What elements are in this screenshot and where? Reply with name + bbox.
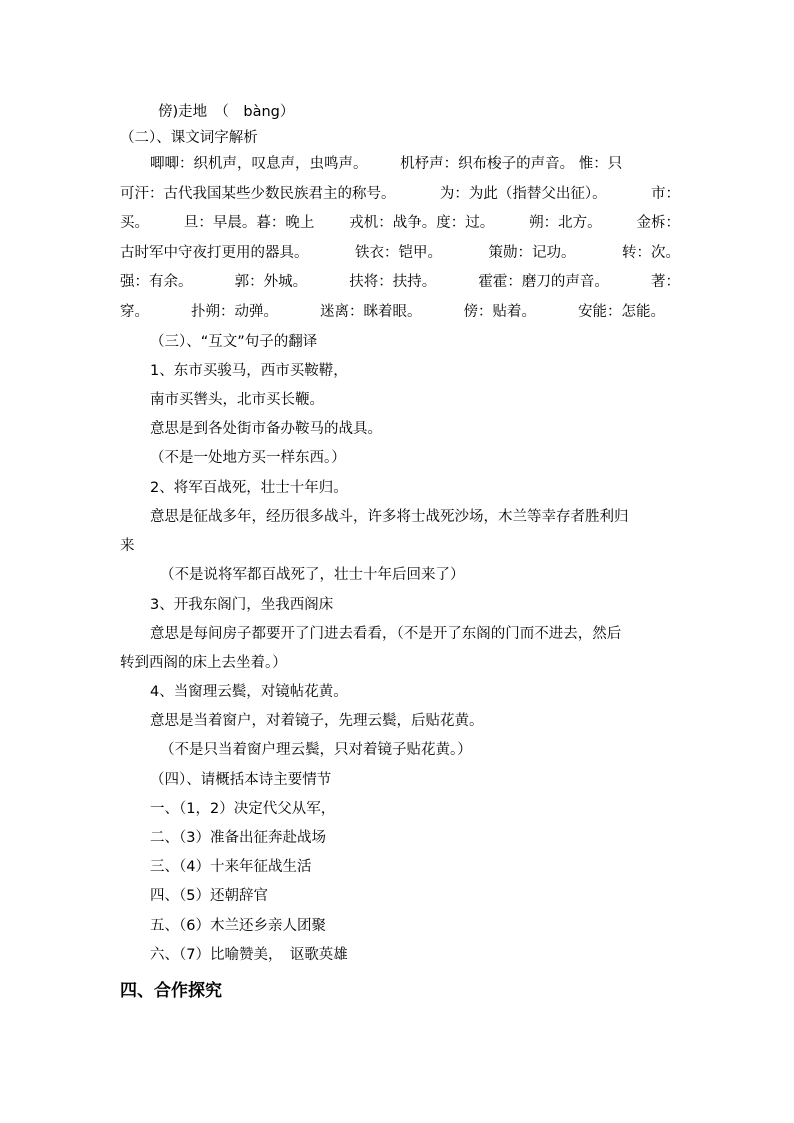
huwen-1-note: （不是一处地方买一样东西。） [150, 450, 346, 466]
gloss-line-2: 可汗：古代我国某些少数民族君主的称号。 为：为此（指替父出征）。 市： [120, 186, 680, 202]
pronunciation-note: 傍)走地 （ bàng） [158, 104, 295, 120]
huwen-4-meaning: 意思是当着窗户，对着镜子，先理云鬓，后贴花黄。 [150, 713, 484, 729]
plot-item-4: 四、（5）还朝辞官 [150, 888, 268, 904]
huwen-3-meaning-cont: 转到西阁的床上去坐着。） [120, 655, 287, 671]
gloss-line-6: 穿。 扑朔：动弹。 迷离：眯着眼。 傍：贴着。 安能：怎能。 [120, 304, 665, 320]
huwen-2-meaning-cont: 来 [120, 538, 135, 554]
plot-item-1: 一、（1，2）决定代父从军， [150, 801, 336, 817]
huwen-4-line: 4、当窗理云鬓，对镜帖花黄。 [150, 684, 348, 700]
gloss-line-5: 强：有余。 郭：外城。 扶将：扶持。 霍霍：磨刀的声音。 著： [120, 274, 680, 290]
gloss-line-3: 买。 旦：早晨。暮：晚上 戎机：战争。度：过。 朔：北方。 金柝： [120, 215, 680, 231]
gloss-line-4: 古时军中守夜打更用的器具。 铁衣：铠甲。 策勋：记功。 转：次。 [120, 245, 680, 261]
huwen-4-note: （不是只当着窗户理云鬓，只对着镜子贴花黄。） [160, 742, 472, 758]
section-2-title: （二）、课文词字解析 [120, 130, 258, 146]
section-4-title: （四）、请概括本诗主要情节 [150, 772, 332, 788]
plot-item-3: 三、（4）十来年征战生活 [150, 859, 312, 875]
gloss-line-1: 唧唧：织机声，叹息声，虫鸣声。 机杼声：织布梭子的声音。 惟：只 [150, 156, 623, 172]
heading-cooperative-inquiry: 四、合作探究 [120, 981, 222, 1001]
huwen-2-note: （不是说将军都百战死了，壮士十年后回来了） [160, 567, 465, 583]
section-3-title: （三）、“互文”句子的翻译 [150, 334, 318, 350]
huwen-2-meaning: 意思是征战多年，经历很多战斗，许多将士战死沙场，木兰等幸存者胜利归 [150, 509, 629, 525]
huwen-1-line1: 1、东市买骏马，西市买鞍鞯， [150, 363, 348, 379]
huwen-1-meaning: 意思是到各处街市备办鞍马的战具。 [150, 421, 382, 437]
plot-item-2: 二、（3）准备出征奔赴战场 [150, 830, 326, 846]
huwen-3-line: 3、开我东阁门，坐我西阁床 [150, 597, 334, 613]
plot-item-6: 六、（7）比喻赞美， 讴歌英雄 [150, 947, 348, 963]
plot-item-5: 五、（6）木兰还乡亲人团聚 [150, 918, 326, 934]
huwen-3-meaning: 意思是每间房子都要开了门进去看看，（不是开了东阁的门而不进去，然后 [150, 626, 622, 642]
huwen-2-line: 2、将军百战死，壮士十年归。 [150, 480, 348, 496]
huwen-1-line2: 南市买辔头，北市买长鞭。 [150, 392, 324, 408]
